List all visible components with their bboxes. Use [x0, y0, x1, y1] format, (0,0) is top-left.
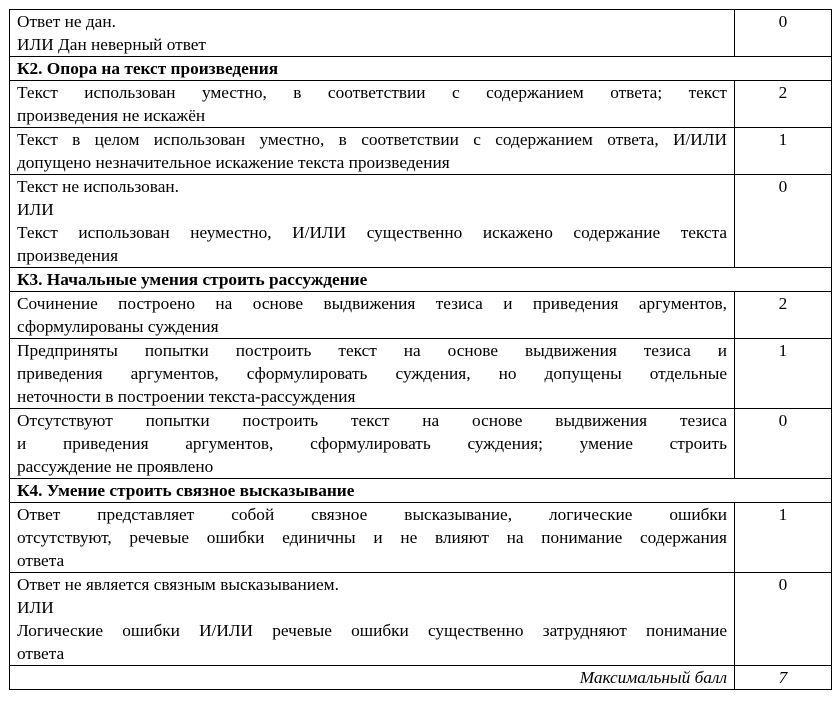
description-line: произведения не искажён: [17, 106, 206, 125]
criterion-row: [10, 409, 832, 479]
criterion-description: [10, 503, 735, 573]
description-line: Предприняты попытки построить текст на основе выдвижения тезиса и: [17, 341, 727, 360]
criterion-row: [10, 339, 832, 409]
description-line: отсутствуют, речевые ошибки единичны и не влияют на понимание содержания: [17, 528, 727, 547]
description-line: Ответ не дан.: [17, 12, 116, 31]
description-line: ИЛИ: [17, 200, 54, 219]
description-line: Текст не использован.: [17, 177, 179, 196]
criterion-description: [10, 292, 735, 339]
criterion-row: [10, 292, 832, 339]
criterion-header: К3. Начальные умения строить рассуждение: [10, 268, 832, 292]
criterion-score: 1: [735, 339, 832, 409]
description-line: Логические ошибки И/ИЛИ речевые ошибки существенно затрудняют понимание: [17, 621, 727, 640]
criterion-score: 0: [735, 175, 832, 268]
criterion-header: К4. Умение строить связное высказывание: [10, 479, 832, 503]
max-score-label: Максимальный балл: [10, 666, 735, 690]
criterion-description: [10, 409, 735, 479]
description-line: сформулированы суждения: [17, 317, 219, 336]
description-line: и приведения аргументов, сформулировать суждения; умение строить: [17, 434, 727, 453]
description-line: ответа: [17, 551, 65, 570]
description-line: Ответ представляет собой связное высказывание, логические ошибки: [17, 505, 727, 524]
criterion-header-row: [10, 479, 832, 503]
description-line: ИЛИ: [17, 598, 54, 617]
rubric-body: [10, 10, 832, 690]
description-line: Ответ не является связным высказыванием.: [17, 575, 339, 594]
criterion-description: [10, 339, 735, 409]
criterion-header-row: [10, 268, 832, 292]
criterion-row: [10, 503, 832, 573]
criterion-score: 2: [735, 81, 832, 128]
criterion-row: [10, 175, 832, 268]
criterion-description: [10, 10, 735, 57]
description-line: Текст использован неуместно, И/ИЛИ существенно искажено содержание текста: [17, 223, 727, 242]
description-line: ответа: [17, 644, 65, 663]
criterion-row: [10, 10, 832, 57]
description-line: приведения аргументов, сформулировать суждения, но допущены отдельные: [17, 364, 727, 383]
description-line: Текст использован уместно, в соответствии с содержанием ответа; текст: [17, 83, 727, 102]
criterion-description: [10, 128, 735, 175]
criterion-score: 1: [735, 503, 832, 573]
criterion-score: 2: [735, 292, 832, 339]
max-score-value: 7: [735, 666, 832, 690]
description-line: рассуждение не проявлено: [17, 457, 214, 476]
description-line: допущено незначительное искажение текста произведения: [17, 153, 450, 172]
description-line: Текст в целом использован уместно, в соответствии с содержанием ответа, И/ИЛИ: [17, 130, 727, 149]
criterion-description: [10, 573, 735, 666]
description-line: Сочинение построено на основе выдвижения тезиса и приведения аргументов,: [17, 294, 727, 313]
criterion-header-row: [10, 57, 832, 81]
criterion-description: [10, 175, 735, 268]
assessment-rubric-table: [9, 9, 832, 690]
description-line: Отсутствуют попытки построить текст на основе выдвижения тезиса: [17, 411, 727, 430]
description-line: неточности в построении текста-рассуждения: [17, 387, 356, 406]
criterion-header: К2. Опора на текст произведения: [10, 57, 832, 81]
criterion-row: [10, 81, 832, 128]
criterion-row: [10, 573, 832, 666]
criterion-score: 0: [735, 573, 832, 666]
criterion-score: 0: [735, 10, 832, 57]
max-score-row: [10, 666, 832, 690]
criterion-description: [10, 81, 735, 128]
description-line: произведения: [17, 246, 119, 265]
criterion-row: [10, 128, 832, 175]
description-line: ИЛИ Дан неверный ответ: [17, 35, 206, 54]
criterion-score: 0: [735, 409, 832, 479]
criterion-score: 1: [735, 128, 832, 175]
